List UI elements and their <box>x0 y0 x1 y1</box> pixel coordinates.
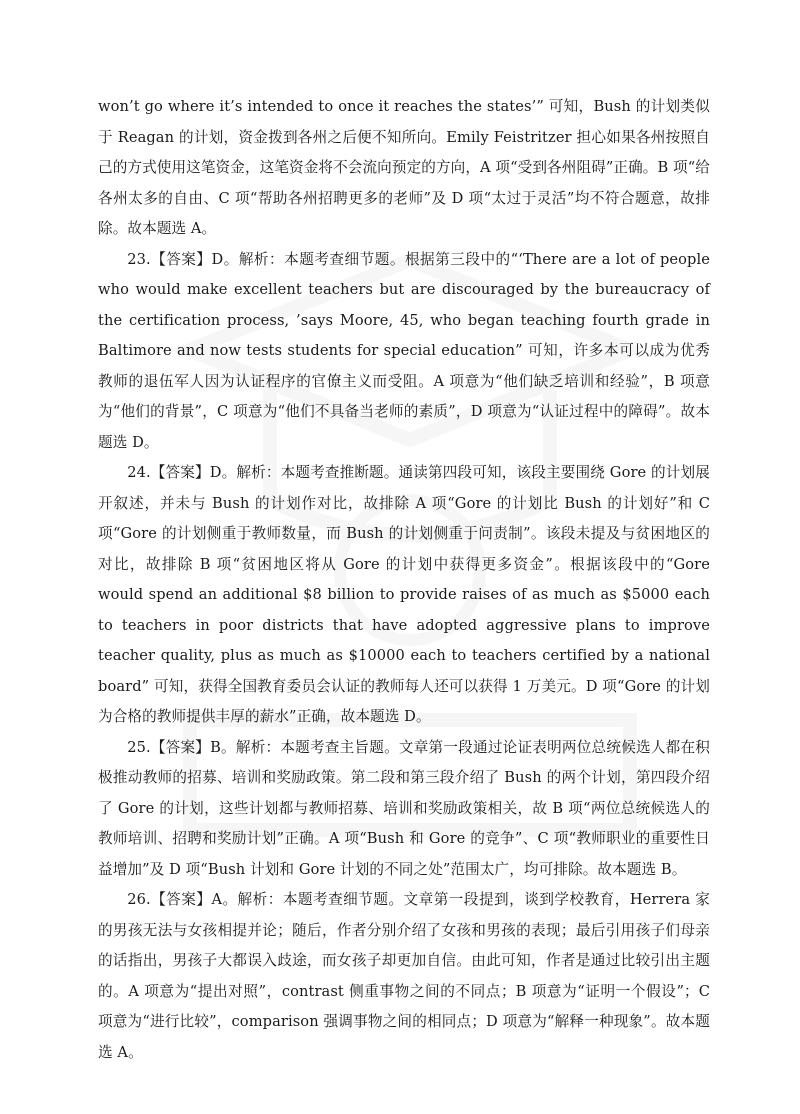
paragraph-answer-26: 26.【答案】A。解析：本题考查细节题。文章第一段提到，谈到学校教育，Herrera 家的男孩无法与女孩相提并论；随后，作者分别介绍了女孩和男孩的表现；最后引用孩子们母亲的话指出，男孩子大都误入歧途，而女孩子却更加自信。由此可知，作者是通过比较引出主题的。A 项意为“提出对照”，contrast 侧重事物之间的不同点；B 项意为“证明一个假设”；C 项意为“进行比较”，comparison 强调事物之间的相同点；D 项意为“解释一种现象”。故本题选 A。 <box>98 891 710 1061</box>
document-body <box>98 92 710 1068</box>
paragraph-answer-25: 25.【答案】B。解析：本题考查主旨题。文章第一段通过论证表明两位总统候选人都在积极推动教师的招募、培训和奖励政策。第二段和第三段介绍了 Bush 的两个计划，第四段介绍了 Gore 的计划，这些计划都与教师招募、培训和奖励政策相关，故 B 项“两位总统候选人的教师培训、招聘和奖励计划”正确。A 项“Bush 和 Gore 的竞争”、C 项“教师职业的重要性日益增加”及 D 项“Bush 计划和 Gore 计划的不同之处”范围太广，均可排除。故本题选 B。 <box>98 738 710 878</box>
paragraph-answer-24: 24.【答案】D。解析：本题考查推断题。通读第四段可知，该段主要围绕 Gore 的计划展开叙述，并未与 Bush 的计划作对比，故排除 A 项“Gore 的计划比 Bush 的计划好”和 C 项“Gore 的计划侧重于教师数量，而 Bush 的计划侧重于问责制”。该段未提及与贫困地区的对比，故排除 B 项“贫困地区将从 Gore 的计划中获得更多资金”。根据该段中的“Gore would spend an additional $8 billion to provide raises of as much as $5000 each to teachers in poor districts that have adopted aggressive plans to improve teacher quality, plus as much as $10000 each to teachers certified by a national board” 可知，获得全国教育委员会认证的教师每人还可以获得 1 万美元。D 项“Gore 的计划为合格的教师提供丰厚的薪水”正确，故本题选 D。 <box>98 464 710 725</box>
paragraph-22-continued: won’t go where it’s intended to once it reaches the states’” 可知，Bush 的计划类似于 Reagan 的计划，资金拨到各州之后便不知所向。Emily Feistritzer 担心如果各州按照自己的方式使用这笔资金，这笔资金将不会流向预定的方向，A 项“受到各州阻碍”正确。B 项“给各州太多的自由、C 项“帮助各州招聘更多的老师”及 D 项“太过于灵活”均不符合题意，故排除。故本题选 A。 <box>98 98 710 237</box>
paragraph-answer-23: 23.【答案】D。解析：本题考查细节题。根据第三段中的“‘There are a lot of people who would make excellent teachers but are discouraged by the bureaucracy of the certification process, ’says Moore, 45, who began teaching fourth grade in Baltimore and now tests students for special education” 可知，许多本可以成为优秀教师的退伍军人因为认证程序的官僚主义而受阻。A 项意为“他们缺乏培训和经验”，B 项意为“他们的背景”，C 项意为“他们不具备当老师的素质”，D 项意为“认证过程中的障碍”。故本题选 D。 <box>98 250 710 451</box>
